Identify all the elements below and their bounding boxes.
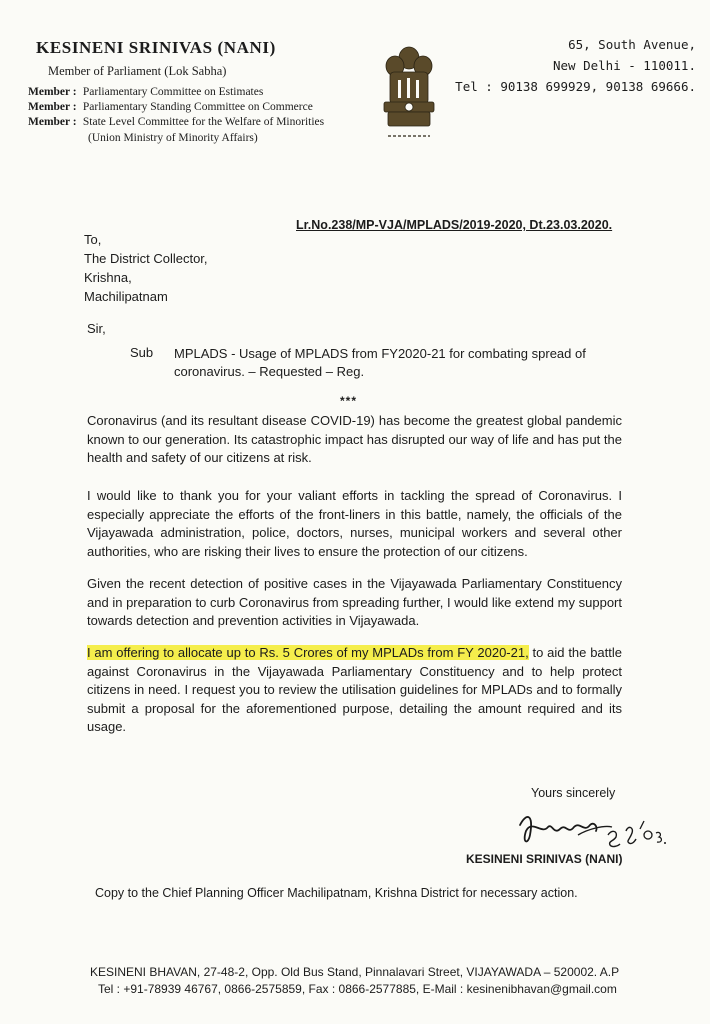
to-line: To, [84,232,102,247]
offer-text: to aid the battle against Coronavirus in the Vijayawada Parliamentary Constituency and to help protect citizens in need. I request you to review the utilisation guidelines for MPLADs and to formally submit a proposal for the aforementioned purpose, detailing the amount required and its usage. [87,645,622,734]
recipient-line: Machilipatnam [84,289,168,304]
member-label: Member : [28,86,77,98]
salutation: Sir, [87,321,106,336]
subject-label: Sub [130,345,154,360]
office-address [455,34,696,97]
footer-contact: Tel : +91-78939 46767, 0866-2575859, Fax : 0866-2577885, E-Mail : kesinenibhavan@gmail.com [98,982,617,996]
letterhead-role [28,86,263,98]
letterhead-role [28,116,324,128]
role-text: Parliamentary Standing Committee on Commerce [82,101,313,113]
letterhead-role [28,101,313,113]
role-note: (Union Ministry of Minority Affairs) [88,132,258,144]
recipient-line: The District Collector, [84,251,208,266]
office-phone: Tel : 90138 699929, 90138 69666. [455,79,696,94]
national-emblem-icon [374,40,444,148]
body-paragraph [87,644,622,737]
role-text: State Level Committee for the Welfare of Minorities [82,116,325,128]
highlighted-offer: I am offering to allocate up to Rs. 5 Crores of my MPLADs from FY 2020-21, [87,645,529,660]
closing: Yours sincerely [531,786,616,800]
reference-number: Lr.No.238/MP-VJA/MPLADS/2019-2020, Dt.23.03.2020. [296,218,613,232]
signer-name: KESINENI SRINIVAS (NANI) [466,852,623,866]
recipient-line: Krishna, [84,270,132,285]
body-paragraph: I would like to thank you for your valiant efforts in tackling the spread of Coronavirus. I especially appreciate the efforts of the front-liners in this battle, namely, the officials of the Vijayawada administration, police, doctors, nurses, municipal workers and several other authorities, who are risking their lives to ensure the protection of our citizens. [87,488,622,559]
body-paragraph: Given the recent detection of positive cases in the Vijayawada Parliamentary Constituency and in preparation to curb Coronavirus from spreading further, I would like extend my support towards detection and prevention activities in Vijayawada. [87,576,622,628]
copy-to: Copy to the Chief Planning Officer Machilipatnam, Krishna District for necessary action. [95,886,578,900]
separator: *** [340,394,358,408]
address-line: 65, South Avenue, [568,37,696,52]
body-paragraph: Coronavirus (and its resultant disease COVID-19) has become the greatest global pandemic known to our generation. Its catastrophic impact has disrupted our way of life and has put the health and safety of our citizens at risk. [87,413,622,465]
member-label: Member : [28,101,77,113]
footer-address: KESINENI BHAVAN, 27-48-2, Opp. Old Bus Stand, Pinnalavari Street, VIJAYAWADA – 520002. A.P [90,965,620,979]
role-text: Parliamentary Committee on Estimates [82,86,264,98]
subject-text: MPLADS - Usage of MPLADS from FY2020-21 for combating spread of coronavirus. – Requested – Reg. [174,346,586,379]
letterhead-name: KESINENI SRINIVAS (NANI) [36,38,276,57]
signature [508,805,668,855]
address-line: New Delhi - 110011. [553,58,696,73]
letterhead-subtitle: Member of Parliament (Lok Sabha) [48,64,227,78]
member-label: Member : [28,116,77,128]
